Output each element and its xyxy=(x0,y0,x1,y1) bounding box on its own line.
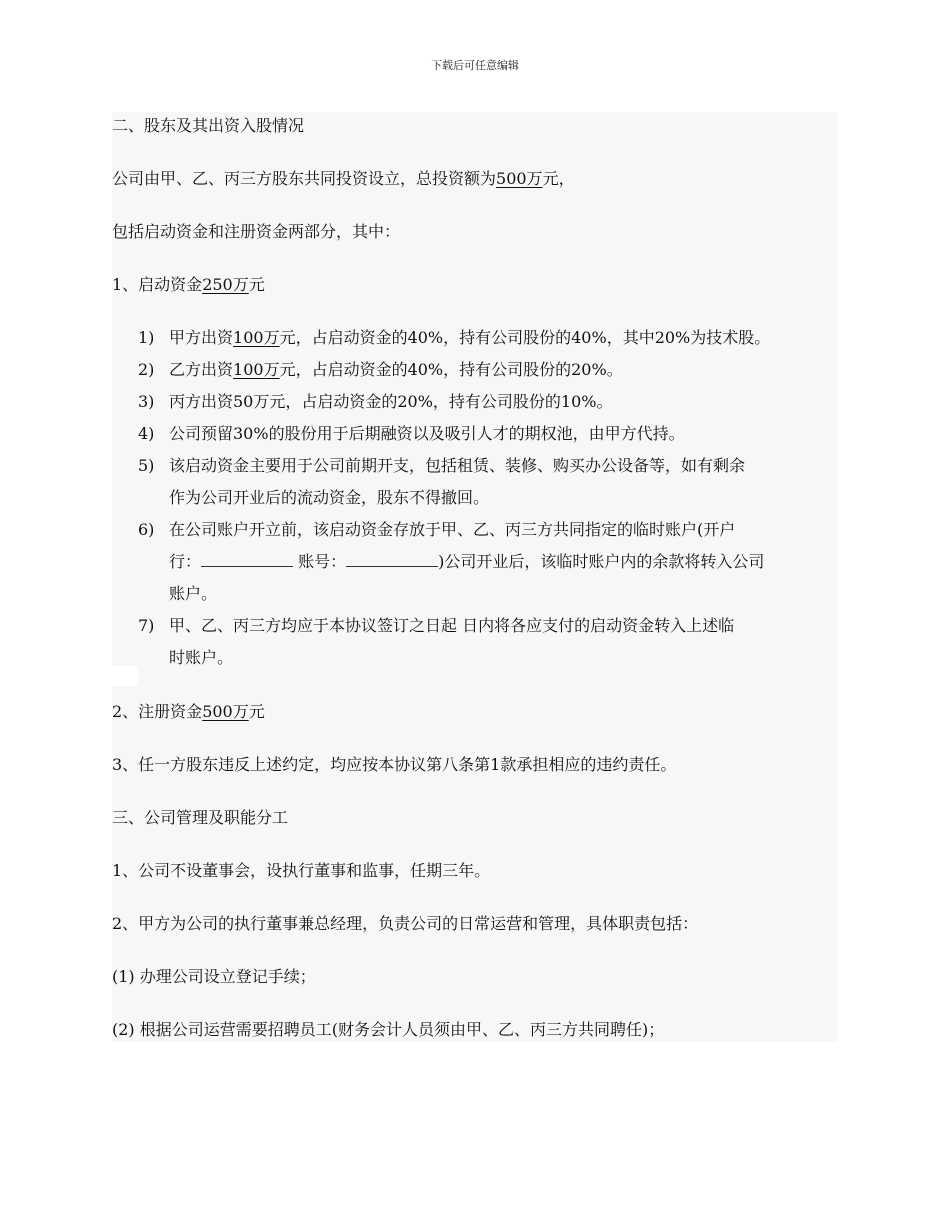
list-item: 4) 公司预留30%的股份用于后期融资以及吸引人才的期权池，由甲方代持。 xyxy=(138,424,685,443)
list-item: 2) 乙方出资100万元，占启动资金的40%，持有公司股份的20%。 xyxy=(138,360,623,379)
startup-capital-heading: 1、启动资金250万元 xyxy=(112,275,265,294)
registered-capital-amount: 500万 xyxy=(202,702,249,721)
bank-blank xyxy=(201,552,293,567)
list-item: 5) 该启动资金主要用于公司前期开支，包括租赁、装修、购买办公设备等，如有剩余 作为公司开业后的流动资金，股东不得撤回。 xyxy=(138,456,746,507)
registered-capital-heading: 2、注册资金500万元 xyxy=(112,702,265,721)
section3-sub2: (2) 根据公司运营需要招聘员工(财务会计人员须由甲、乙、丙三方共同聘任)； xyxy=(112,1020,665,1039)
list-item: 1) 甲方出资100万元，占启动资金的40%，持有公司股份的40%，其中20%为技术股。 xyxy=(138,328,771,347)
breach-clause: 3、任一方股东违反上述约定，均应按本协议第八条第1款承担相应的违约责任。 xyxy=(112,755,677,774)
section2-heading: 二、股东及其出资入股情况 xyxy=(112,116,305,135)
page-header: 下载后可任意编辑 xyxy=(431,59,519,72)
startup-capital-amount: 250万 xyxy=(202,275,249,294)
section3-sub1: (1) 办理公司设立登记手续； xyxy=(112,967,316,986)
section2-intro2: 包括启动资金和注册资金两部分，其中： xyxy=(112,222,401,241)
account-blank xyxy=(346,552,438,567)
total-investment-amount: 500万 xyxy=(496,169,543,188)
section3-item2: 2、甲方为公司的执行董事兼总经理，负责公司的日常运营和管理，具体职责包括： xyxy=(112,914,699,933)
list-item: 7) 甲、乙、丙三方均应于本协议签订之日起 日内将各应支付的启动资金转入上述临 时账户。 xyxy=(138,616,735,667)
section2-intro: 公司由甲、乙、丙三方股东共同投资设立，总投资额为500万元， xyxy=(112,169,575,188)
list-item: 3) 丙方出资50万元，占启动资金的20%，持有公司股份的10%。 xyxy=(138,392,613,411)
section3-heading: 三、公司管理及职能分工 xyxy=(112,808,289,827)
section3-item1: 1、公司不设董事会，设执行董事和监事，任期三年。 xyxy=(112,861,491,880)
list-item: 6) 在公司账户开立前，该启动资金存放于甲、乙、丙三方共同指定的临时账户(开户 行： 账号： )公司开业后，该临时账户内的余款将转入公司 账户。 xyxy=(138,520,765,603)
